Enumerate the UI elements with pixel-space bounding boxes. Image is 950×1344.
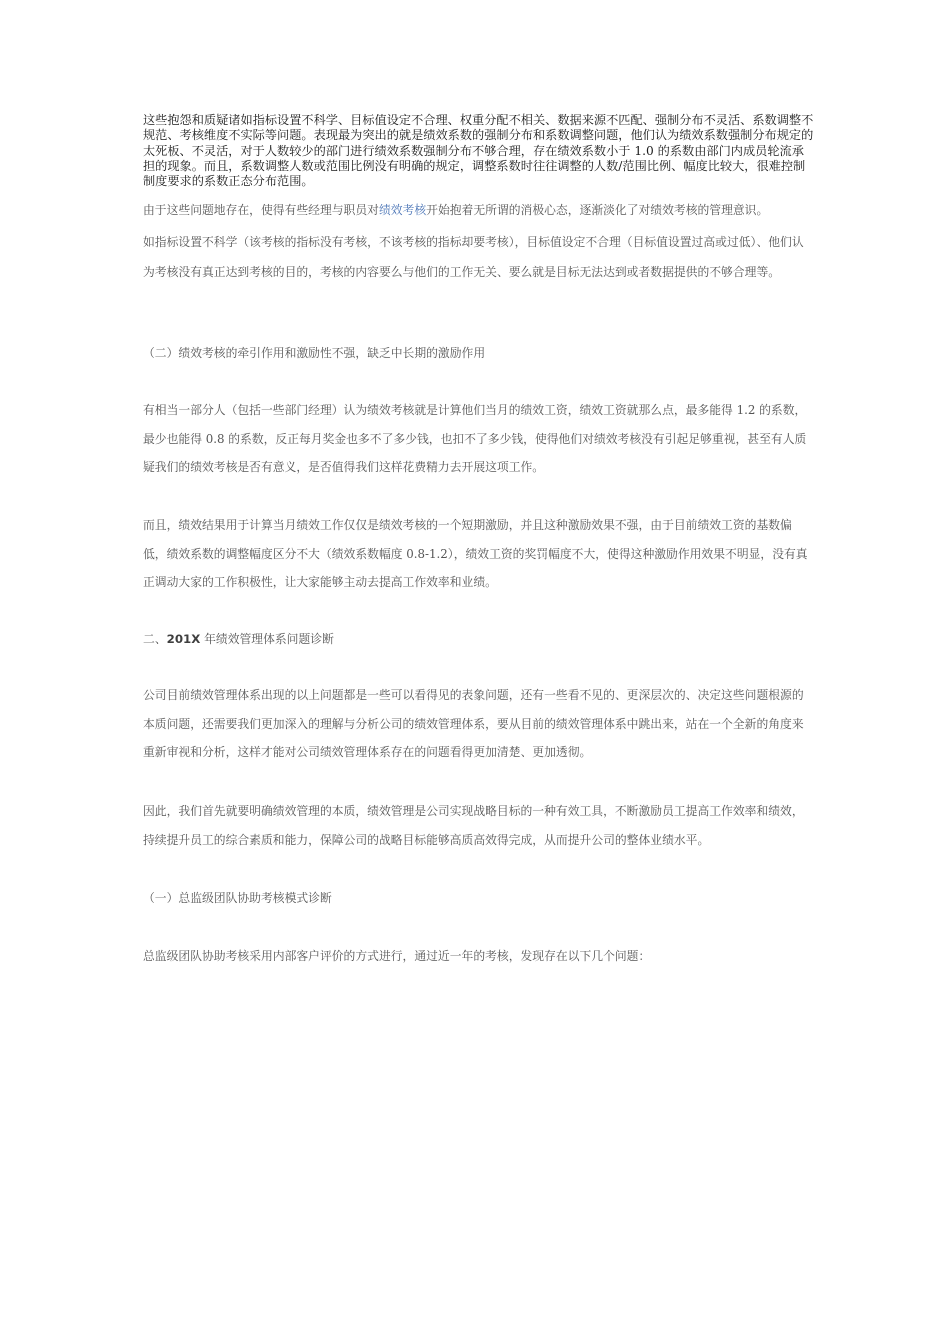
paragraph-short-term-view: 有相当一部分人（包括一些部门经理）认为绩效考核就是计算他们当月的绩效工资，绩效工资就那么点，最多能得 1.2 的系数，最少也能得 0.8 的系数，反正每月奖金也多不了多少钱，也扣不了多少钱，使得他们对绩效考核没有引起足够重视，甚至有人质疑我们的绩效考核是否有意义，是否值得我们这样花费精力去开展这项工作。 <box>143 403 807 474</box>
paragraph-attitude-text-1: 由于这些问题地存在，使得有些经理与职员对 <box>143 203 379 217</box>
heading-section-2-title: 年绩效管理体系问题诊断 <box>200 632 334 646</box>
paragraph-complaints: 这些抱怨和质疑诸如指标设置不科学、目标值设定不合理、权重分配不相关、数据来源不匹配、强制分布不灵活、系数调整不规范、考核维度不实际等问题。表现最为突出的就是绩效系数的强制分布和系数调整问题，他们认为绩效系数强制分布规定的太死板、不灵活，对于人数较少的部门进行绩效系数强制分布不够合理，存在绩效系数小于 1.0 的系数由部门内成员轮流承担的现象。而且，系数调整人数或范围比例没有明确的规定，调整系数时往往调整的人数/范围比例、幅度比较大，很难控制制度要求的系数正态分布范围。 <box>143 113 814 189</box>
paragraph-root-causes: 公司目前绩效管理体系出现的以上问题都是一些可以看得见的表象问题，还有一些看不见的、更深层次的、决定这些问题根源的本质问题，还需要我们更加深入的理解与分析公司的绩效管理体系，要从目前的绩效管理体系中跳出来，站在一个全新的角度来重新审视和分析，这样才能对公司绩效管理体系存在的问题看得更加清楚、更加透彻。 <box>143 688 804 759</box>
heading-subsection-2: （二）绩效考核的牵引作用和激励性不强，缺乏中长期的激励作用 <box>143 346 486 360</box>
heading-section-2-prefix: 二、 <box>143 632 167 646</box>
paragraph-director-team: 总监级团队协助考核采用内部客户评价的方式进行，通过近一年的考核，发现存在以下几个问题： <box>143 949 651 963</box>
paragraph-examples: 如指标设置不科学（该考核的指标没有考核，不该考核的指标却要考核），目标值设定不合理（目标值设置过高或过低）、他们认为考核没有真正达到考核的目的，考核的内容要么与他们的工作无关、要么就是目标无法达到或者数据提供的不够合理等。 <box>143 235 804 279</box>
paragraph-attitude-text-2: 开始抱着无所谓的消极心态，逐渐淡化了对绩效考核的管理意识。 <box>426 203 769 217</box>
heading-section-2-year: 201X <box>166 632 201 646</box>
heading-subsection-1: （一）总监级团队协助考核模式诊断 <box>143 891 332 905</box>
paragraph-essence: 因此，我们首先就要明确绩效管理的本质，绩效管理是公司实现战略目标的一种有效工具，不断激励员工提高工作效率和绩效，持续提升员工的综合素质和能力，保障公司的战略目标能够高质高效得完成，从而提升公司的整体业绩水平。 <box>143 804 804 847</box>
link-performance-appraisal[interactable]: 绩效考核 <box>378 203 427 217</box>
paragraph-attitude <box>143 201 823 219</box>
paragraph-weak-incentive: 而且，绩效结果用于计算当月绩效工作仅仅是绩效考核的一个短期激励，并且这种激励效果不强，由于目前绩效工资的基数偏低，绩效系数的调整幅度区分不大（绩效系数幅度 0.8-1.2），绩效工资的奖罚幅度不大，使得这种激励作用效果不明显，没有真正调动大家的工作积极性，让大家能够主动去提高工作效率和业绩。 <box>143 518 808 589</box>
heading-section-2 <box>143 630 815 648</box>
